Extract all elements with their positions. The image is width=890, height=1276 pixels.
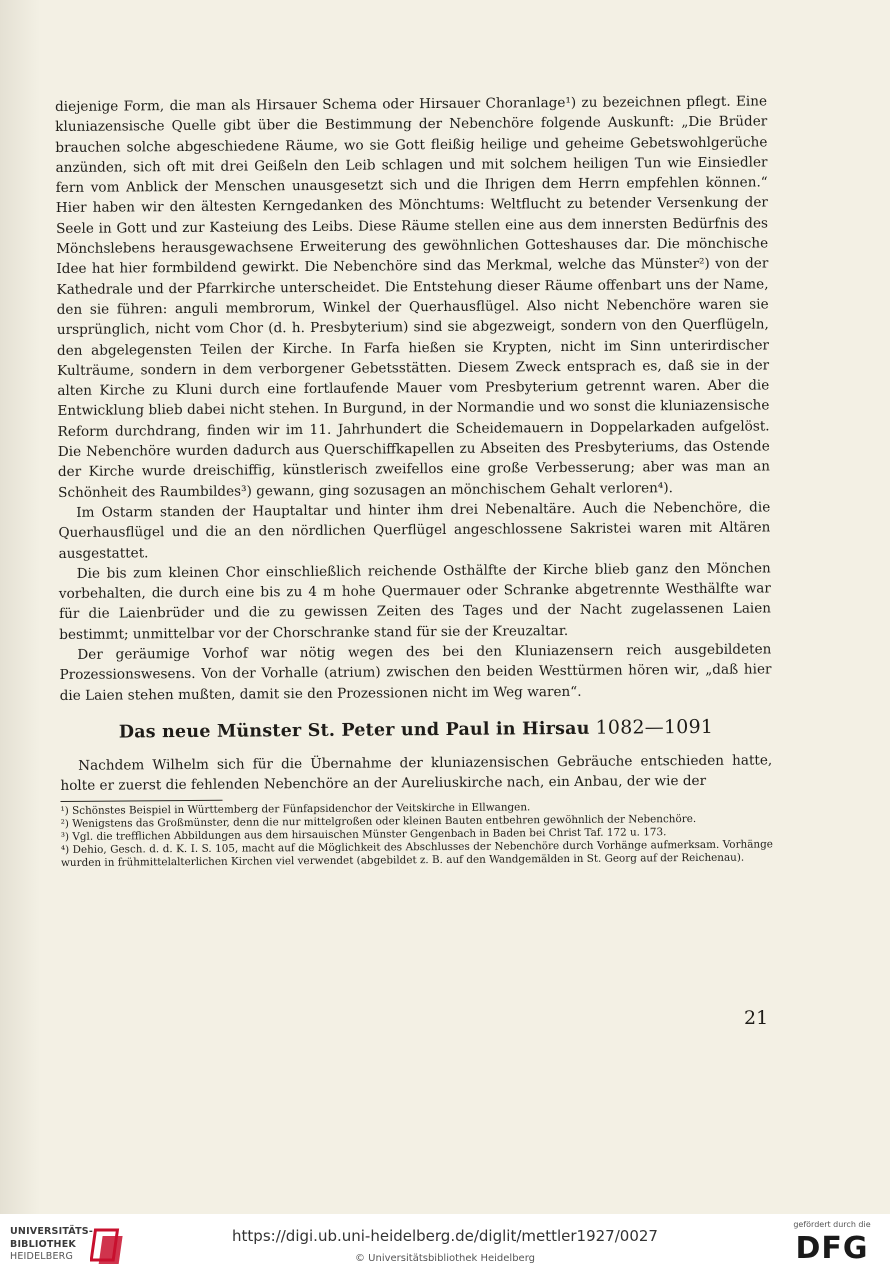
viewer-footer [0, 1214, 890, 1276]
dfg-logo[interactable] [788, 1220, 876, 1272]
footnotes [61, 799, 773, 870]
funding-label: gefördert durch die [793, 1220, 871, 1229]
footnote-4: ⁴) Dehio, Gesch. d. d. K. I. S. 105, macht auf die Möglichkeit des Abschlusses der Nebenchöre durch Vorhänge aufmerksam. Vorhänge wurden in frühmittelalterlichen Kirchen viel verwendet (abgebildet z. B. auf den Wandgemälden in St. Georg auf der Reichenau). [60, 837, 773, 869]
section-heading-years: 1082—1091 [595, 715, 714, 739]
library-name-line-2: BIBLIOTHEK [10, 1238, 76, 1250]
body-paragraph-1: diejenige Form, die man als Hirsauer Schema oder Hirsauer Choranlage¹) zu bezeichnen pflegt. Eine kluniazensische Quelle gibt über die Bestimmung der Nebenchöre folgende Auskunft: „Die Brüder brauchen solche abgeschiedene Räume, wo sie Gott fleißig heilige und geheime Gebetswohlgerüche anzünden, sich oft mit drei Geißeln den Leib schlagen und mit solchem heiligen Tun wie Einsiedler fern vom Anblick der Menschen unausgesetzt sich und die Ihrigen dem Herrn empfehlen können.“ Hier haben wir den ältesten Kerngedanken des Mönchtums: Weltflucht zu betender Versenkung der Seele in Gott und zur Kasteiung des Leibs. Diese Räume stellen eine aus dem innersten Bedürfnis des Mönchslebens herausgewachsene Erweiterung des gewöhnlichen Gotteshauses dar. Die mönchische Idee hat hier formbildend gewirkt. Die Nebenchöre sind das Merkmal, welche das Münster²) von der Kathedrale und der Pfarrkirche unterscheidet. Die Entstehung dieser Räume offenbart uns der Name, den sie führen: anguli membrorum, Winkel der Querhausflügel. Also nicht Nebenchöre waren sie ursprünglich, nicht vom Chor (d. h. Presbyterium) sind sie abgezweigt, sondern von den Querflügeln, den abgelegensten Teilen der Kirche. In Farfa hießen sie Krypten, nicht im Sinn unterirdischer Kulträume, sondern in dem verborgener Gebetsstätten. Diesem Zweck entsprach es, daß sie in der alten Kirche zu Kluni durch eine fortlaufende Mauer vom Presbyterium getrennt waren. Aber die Entwicklung blieb dabei nicht stehen. In Burgund, in der Normandie und wo sonst die kluniazensische Reform durchdrang, finden wir im 11. Jahrhundert die Scheidemauern in Doppelarkaden aufgelöst. Die Nebenchöre wurden dadurch aus Querschiffkapellen zu Abseiten des Presbyteriums, das Ostende der Kirche wurde dreischiffig, künstlerisch zweifellos eine große Verbesserung; aber was man an Schönheit des Raumbildes³) gewann, ging sozusagen an mönchischem Gehalt verloren⁴). [55, 93, 770, 501]
body-paragraph-4: Der geräumige Vorhof war nötig wegen des bei den Kluniazensern reich ausgebildeten Prozessionswesens. Von der Vorhalle (atrium) zwischen den beiden Westtürmen hören wir, „daß hier die Laien stehen mußten, damit sie den Prozessionen nicht im Weg waren“. [59, 641, 772, 704]
page-text-block [55, 91, 773, 869]
page-gutter-shadow [0, 0, 40, 1214]
footnote-3: ³) Vgl. die trefflichen Abbildungen aus dem hirsauischen Münster Gengenbach in Baden bei Christ Taf. 172 u. 173. [60, 825, 667, 843]
section-paragraph: Nachdem Wilhelm sich für die Übernahme der kluniazensischen Gebräuche entschieden hatte, holte er zuerst die fehlenden Nebenchöre an der Aureliuskirche nach, ein Anbau, der wie der [60, 752, 773, 795]
dfg-logo-text: DFG [795, 1231, 869, 1266]
page-url-link[interactable]: https://digi.ub.uni-heidelberg.de/diglit/mettler1927/0027 [232, 1227, 658, 1245]
body-paragraph-2: Im Ostarm standen der Hauptaltar und hinter ihm drei Nebenaltäre. Auch die Nebenchöre, die Querhausflügel und die an den nördlichen Querflügel angeschlossene Sakristei waren mit Altären ausgestattet. [58, 499, 771, 562]
copyright-notice: © Universitätsbibliothek Heidelberg [354, 1253, 535, 1264]
section-heading [60, 714, 772, 745]
library-name-line-3: HEIDELBERG [10, 1251, 74, 1262]
footnote-rule [61, 799, 223, 801]
library-name-line-1: UNIVERSITÄTS- [10, 1226, 93, 1237]
page-number: 21 [744, 1007, 769, 1029]
section-heading-title: Das neue Münster St. Peter und Paul in Hirsau [118, 718, 590, 743]
footnote-2: ²) Wenigstens das Großmünster, denn die nur mittelgroßen oder kleinen Bauten entbehren gewöhnlich der Nebenchöre. [60, 812, 697, 830]
footnote-1: ¹) Schönstes Beispiel in Württemberg der Fünfapsidenchor der Veitskirche in Ellwangen. [60, 800, 531, 817]
body-paragraph-3: Die bis zum kleinen Chor einschließlich reichende Osthälfte der Kirche blieb ganz den Mönchen vorbehalten, die durch eine bis zu 4 m hohe Quermauer oder Schranke abgetrennte Westhälfte war für die Laienbrüder und die zu gewissen Zeiten des Tages und der Nacht zugelassenen Laien bestimmt; unmittelbar vor der Chorschranke stand für sie der Kreuzaltar. [58, 560, 772, 643]
